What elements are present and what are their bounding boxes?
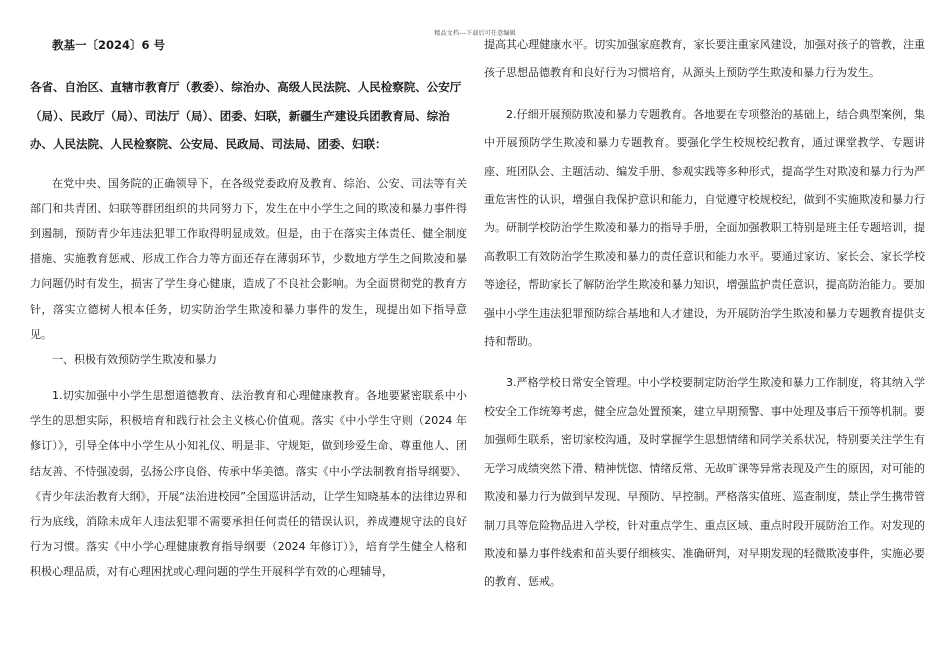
section-heading-prevention: 一、积极有效预防学生欺凌和暴力 [52, 352, 217, 366]
intro-paragraph: 在党中央、国务院的正确领导下，在各级党委政府及教育、综治、公安、司法等有关部门和共青团、妇联等群团组织的共同努力下，发生在中小学生之间的欺凌和暴力事件得到遏制，预防青少年违法犯罪工作取得明显成效。但是，由于在落实主体责任、健全制度措施、实施教育惩戒、形成工作合力等方面还存在薄弱环节，少数地方学生之间欺凌和暴力问题仍时有发生，损害了学生身心健康，造成了不良社会影响。为全面贯彻党的教育方针，落实立德树人根本任务，切实防治学生欺凌和暴力事件的发生，现提出如下指导意见。 [30, 176, 467, 341]
left-column [30, 31, 467, 585]
item-1-paragraph: 1.切实加强中小学生思想道德教育、法治教育和心理健康教育。各地要紧密联系中小学生的思想实际，积极培育和践行社会主义核心价值观。落实《中小学生守则（2024 年修订）》，引导全体中小学生从小知礼仪、明是非、守规矩，做到珍爱生命、尊重他人、团结友善、不恃强凌弱，弘扬公序良俗、传承中华美德。落实《中小学法制教育指导纲要》、《青少年法治教育大纲》，开展“法治进校园”全国巡讲活动，让学生知晓基本的法律边界和行为底线，消除未成年人违法犯罪不需要承担任何责任的错误认识，养成遵规守法的良好行为习惯。落实《中小学心理健康教育指导纲要（2024 年修订）》，培育学生健全人格和积极心理品质，对有心理困扰或心理问题的学生开展科学有效的心理辅导， [30, 388, 467, 579]
item-3-paragraph: 3.严格学校日常安全管理。中小学校要制定防治学生欺凌和暴力工作制度，将其纳入学校安全工作统筹考虑，健全应急处置预案，建立早期预警、事中处理及事后干预等机制。要加强师生联系，密切家校沟通，及时掌握学生思想情绪和同学关系状况，特别要关注学生有无学习成绩突然下滑、精神恍惚、情绪反常、无故旷课等异常表现及产生的原因，对可能的欺凌和暴力行为做到早发现、早预防、早控制。严格落实值班、巡查制度，禁止学生携带管制刀具等危险物品进入学校，针对重点学生、重点区域、重点时段开展防治工作。对发现的欺凌和暴力事件线索和苗头要仔细核实、准确研判，对早期发现的轻微欺凌事件，实施必要的教育、惩戒。 [484, 376, 925, 589]
item-2-paragraph: 2.仔细开展预防欺凌和暴力专题教育。各地要在专项整治的基础上，结合典型案例，集中开展预防学生欺凌和暴力专题教育。要强化学生校规校纪教育，通过课堂教学、专题讲座、班团队会、主题活动、编发手册、参观实践等多种形式，提高学生对欺凌和暴力行为严重危害性的认识，增强自我保护意识和能力，自觉遵守校规校纪，做到不实施欺凌和暴力行为。研制学校防治学生欺凌和暴力的指导手册，全面加强教职工特别是班主任专题培训，提高教职工有效防治学生欺凌和暴力的责任意识和能力水平。要通过家访、家长会、家长学校等途径，帮助家长了解防治学生欺凌和暴力知识，增强监护责任意识，提高防治能力。要加强中小学生违法犯罪预防综合基地和人才建设，为开展防治学生欺凌和暴力专题教育提供支持和帮助。 [484, 107, 925, 349]
document-number: 教基一〔2024〕6 号 [52, 38, 166, 52]
item-1-continuation: 提高其心理健康水平。切实加强家庭教育，家长要注重家风建设，加强对孩子的管教，注重孩子思想品德教育和良好行为习惯培育，从源头上预防学生欺凌和暴力行为发生。 [484, 38, 925, 80]
recipients-list: 各省、自治区、直辖市教育厅（教委）、综治办、高级人民法院、人民检察院、公安厅（局）、民政厅（局）、司法厅（局）、团委、妇联，新疆生产建设兵团教育局、综治办、人民法院、人民检察院、公安局、民政局、司法局、团委、妇联： [30, 80, 462, 151]
right-column [484, 31, 925, 597]
header-watermark: 精品文档---下载后可任意编辑 [434, 30, 516, 37]
